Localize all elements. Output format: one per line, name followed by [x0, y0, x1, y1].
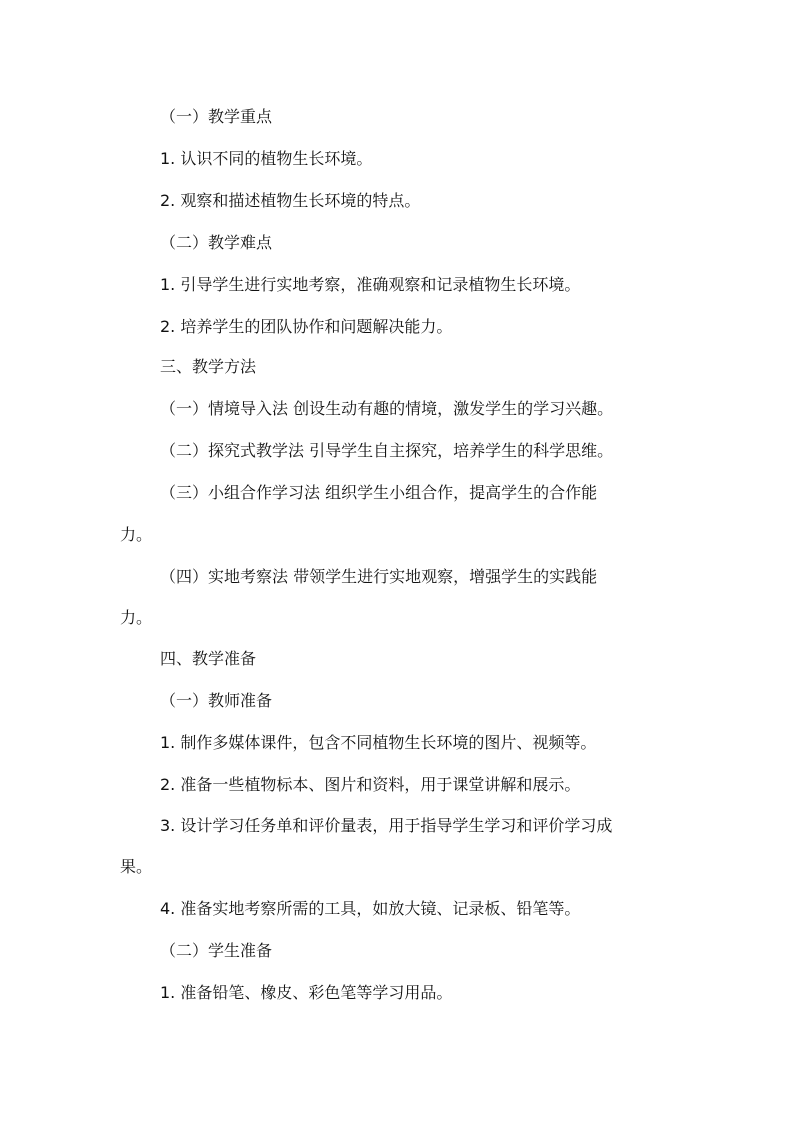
paragraph-line: 2. 培养学生的团队协作和问题解决能力。 — [160, 317, 453, 336]
paragraph-line: 2. 准备一些植物标本、图片和资料，用于课堂讲解和展示。 — [160, 775, 581, 794]
paragraph-line: 1. 制作多媒体课件，包含不同植物生长环境的图片、视频等。 — [160, 733, 597, 752]
paragraph-line: 2. 观察和描述植物生长环境的特点。 — [160, 191, 421, 210]
paragraph-line: （一）情境导入法 创设生动有趣的情境，激发学生的学习兴趣。 — [160, 399, 614, 418]
paragraph-line-continued: 果。 — [120, 857, 153, 876]
subheading-student-preparation: （二）学生准备 — [160, 941, 273, 960]
paragraph-line-continued: 力。 — [120, 608, 153, 627]
paragraph-line: 4. 准备实地考察所需的工具，如放大镜、记录板、铅笔等。 — [160, 899, 581, 918]
paragraph-line-continued: 力。 — [120, 525, 153, 544]
paragraph-line: （二）探究式教学法 引导学生自主探究，培养学生的科学思维。 — [160, 441, 614, 460]
paragraph-line: （三）小组合作学习法 组织学生小组合作，提高学生的合作能 — [160, 483, 598, 502]
paragraph-line: （四）实地考察法 带领学生进行实地观察，增强学生的实践能 — [160, 567, 598, 586]
subheading-teaching-difficulty: （二）教学难点 — [160, 233, 273, 252]
section-heading-teaching-methods: 三、教学方法 — [160, 357, 257, 376]
subheading-teacher-preparation: （一）教师准备 — [160, 691, 273, 710]
paragraph-line: 1. 引导学生进行实地考察，准确观察和记录植物生长环境。 — [160, 275, 581, 294]
paragraph-line: 3. 设计学习任务单和评价量表，用于指导学生学习和评价学习成 — [160, 816, 613, 835]
paragraph-line: 1. 认识不同的植物生长环境。 — [160, 149, 373, 168]
paragraph-line: 1. 准备铅笔、橡皮、彩色笔等学习用品。 — [160, 983, 453, 1002]
subheading-teaching-focus: （一）教学重点 — [160, 107, 273, 126]
section-heading-teaching-preparation: 四、教学准备 — [160, 649, 257, 668]
